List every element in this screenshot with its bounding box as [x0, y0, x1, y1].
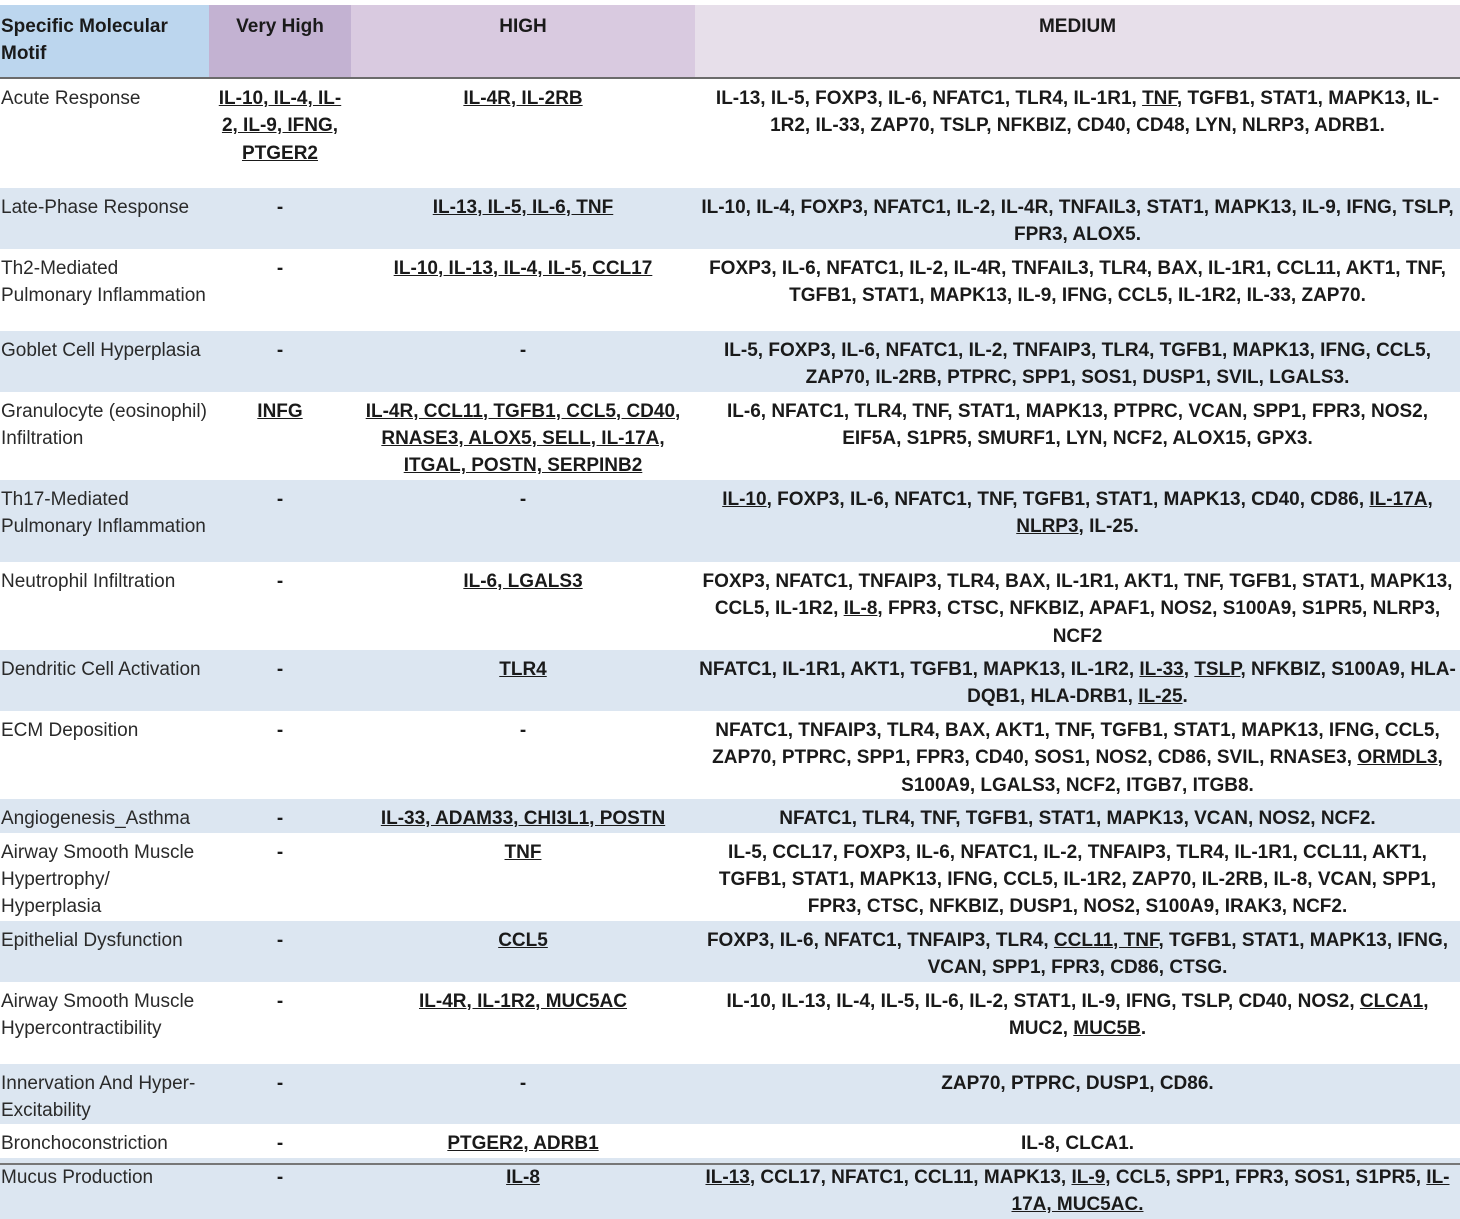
cell-motif: Late-Phase Response [0, 188, 209, 249]
table-row [0, 78, 1460, 188]
cell-high: PTGER2, ADRB1 [447, 1133, 599, 1155]
table-row [0, 833, 1460, 921]
cell-high: - [519, 719, 527, 741]
bottom-rule [0, 1163, 1460, 1165]
cell-motif: Granulocyte (eosinophil) Infiltration [1, 400, 207, 450]
cell-motif: Acute Response [1, 88, 141, 109]
cell-high: - [351, 331, 695, 392]
cell-high: IL-4R, CCL11, TGFB1, CCL5, CD40, RNASE3, ALOX5, SELL, IL-17A, ITGAL, POSTN, SERPINB2 [365, 400, 681, 477]
cell-very-high: - [209, 1064, 351, 1125]
cell-very-high: INFG [257, 400, 303, 422]
header-high: HIGH [351, 5, 695, 78]
cell-very-high: - [276, 257, 284, 279]
cell-medium: IL-10, FOXP3, IL-6, NFATC1, TNF, TGFB1, STAT1, MAPK13, CD40, CD86, IL-17A, NLRP3, IL-25. [695, 480, 1460, 562]
cell-very-high: - [209, 921, 351, 982]
cell-very-high: - [276, 719, 284, 741]
cell-high: IL-4R, IL-1R2, MUC5AC [419, 990, 627, 1012]
cell-medium: IL-5, CCL17, FOXP3, IL-6, NFATC1, IL-2, TNFAIP3, TLR4, IL-1R1, CCL11, AKT1, TGFB1, STAT1, MAPK13, IFNG, CCL5, IL-1R2, ZAP70, IL-2RB, IL-8, VCAN, SPP1, FPR3, CTSC, NFKBIZ, DUSP1, NOS2, S100A9, IRAK3, NCF2. [718, 841, 1437, 918]
table-row [0, 1064, 1460, 1125]
cell-high: CCL5 [351, 921, 695, 982]
cell-high: TNF [504, 841, 542, 863]
table-row [0, 249, 1460, 331]
cell-medium: ZAP70, PTPRC, DUSP1, CD86. [695, 1064, 1460, 1125]
cell-motif: Bronchoconstriction [1, 1133, 168, 1155]
table-row [0, 799, 1460, 832]
cell-motif: Airway Smooth Muscle Hypertrophy/ Hyperplasia [1, 841, 195, 918]
cell-motif: Dendritic Cell Activation [0, 650, 209, 711]
table-row [0, 711, 1460, 799]
cell-medium: FOXP3, NFATC1, TNFAIP3, TLR4, BAX, IL-1R1, AKT1, TNF, TGFB1, STAT1, MAPK13, CCL5, IL-1R2, IL-8, FPR3, CTSC, NFKBIZ, APAF1, NOS2, S100A9, S1PR5, NLRP3, NCF2 [702, 570, 1453, 647]
table-row [0, 1124, 1460, 1157]
table-row [0, 982, 1460, 1064]
cell-motif: Goblet Cell Hyperplasia [0, 331, 209, 392]
cell-very-high: - [209, 650, 351, 711]
cell-very-high: - [209, 799, 351, 832]
cell-very-high: - [276, 570, 284, 592]
cell-medium: IL-10, IL-4, FOXP3, NFATC1, IL-2, IL-4R, TNFAIL3, STAT1, MAPK13, IL-9, IFNG, TSLP, FPR3, ALOX5. [695, 188, 1460, 249]
cell-medium: NFATC1, IL-1R1, AKT1, TGFB1, MAPK13, IL-1R2, IL-33, TSLP, NFKBIZ, S100A9, HLA-DQB1, HLA-DRB1, IL-25. [695, 650, 1460, 711]
table-row [0, 921, 1460, 982]
cell-medium: IL-8, CLCA1. [1021, 1133, 1134, 1155]
header-motif: Specific Molecular Motif [0, 5, 209, 78]
table-row [0, 188, 1460, 249]
cell-motif: Epithelial Dysfunction [0, 921, 209, 982]
cell-motif: Angiogenesis_Asthma [0, 799, 209, 832]
cell-medium: FOXP3, IL-6, NFATC1, TNFAIP3, TLR4, CCL11, TNF, TGFB1, STAT1, MAPK13, IFNG, VCAN, SPP1, FPR3, CD86, CTSG. [695, 921, 1460, 982]
cell-high: - [351, 480, 695, 562]
table-row [0, 480, 1460, 562]
cell-high: TLR4 [351, 650, 695, 711]
top-rule [0, 0, 1460, 4]
cell-high: IL-10, IL-13, IL-4, IL-5, CCL17 [393, 257, 653, 279]
cell-motif: Th2-Mediated Pulmonary Inflammation [1, 257, 206, 307]
cell-medium: NFATC1, TNFAIP3, TLR4, BAX, AKT1, TNF, TGFB1, STAT1, MAPK13, IFNG, CCL5, ZAP70, PTPRC, SPP1, FPR3, CD40, SOS1, NOS2, CD86, SVIL, RNASE3, ORMDL3, S100A9, LGALS3, NCF2, ITGB7, ITGB8. [712, 719, 1443, 796]
cell-motif: Th17-Mediated Pulmonary Inflammation [0, 480, 209, 562]
cell-motif: Innervation And Hyper-Excitability [0, 1064, 209, 1125]
cell-very-high: - [276, 990, 284, 1012]
cell-high: IL-8 [351, 1158, 695, 1219]
cell-very-high: - [209, 480, 351, 562]
table-body [0, 78, 1460, 1219]
cell-very-high: - [209, 1158, 351, 1219]
cell-very-high: - [209, 188, 351, 249]
cell-motif: Neutrophil Infiltration [1, 570, 176, 592]
table-row [0, 562, 1460, 650]
cell-motif: Airway Smooth Muscle Hypercontractibility [1, 990, 195, 1039]
motif-gene-table [0, 5, 1460, 1219]
cell-very-high: - [276, 841, 284, 863]
cell-medium: IL-13, IL-5, FOXP3, IL-6, NFATC1, TLR4, IL-1R1, TNF, TGFB1, STAT1, MAPK13, IL-1R2, IL-33, ZAP70, TSLP, NFKBIZ, CD40, CD48, LYN, NLRP3, ADRB1. [715, 88, 1440, 137]
cell-medium: IL-10, IL-13, IL-4, IL-5, IL-6, IL-2, STAT1, IL-9, IFNG, TSLP, CD40, NOS2, CLCA1, MUC2, MUC5B. [726, 990, 1429, 1039]
table-row [0, 392, 1460, 480]
table-row [0, 331, 1460, 392]
cell-very-high: IL-10, IL-4, IL-2, IL-9, IFNG, PTGER2 [218, 88, 342, 164]
cell-motif: ECM Deposition [1, 719, 139, 741]
cell-very-high: - [209, 331, 351, 392]
header-medium: MEDIUM [695, 5, 1460, 78]
cell-motif: Mucus Production [0, 1158, 209, 1219]
table-row [0, 650, 1460, 711]
table-header [0, 5, 1460, 78]
cell-medium: NFATC1, TLR4, TNF, TGFB1, STAT1, MAPK13, VCAN, NOS2, NCF2. [695, 799, 1460, 832]
cell-high: IL-13, IL-5, IL-6, TNF [351, 188, 695, 249]
cell-high: IL-33, ADAM33, CHI3L1, POSTN [351, 799, 695, 832]
cell-medium: IL-6, NFATC1, TLR4, TNF, STAT1, MAPK13, PTPRC, VCAN, SPP1, FPR3, NOS2, EIF5A, S1PR5, SMURF1, LYN, NCF2, ALOX15, GPX3. [727, 400, 1428, 450]
cell-medium: FOXP3, IL-6, NFATC1, IL-2, IL-4R, TNFAIL3, TLR4, BAX, IL-1R1, CCL11, AKT1, TNF, TGFB1, STAT1, MAPK13, IL-9, IFNG, CCL5, IL-1R2, IL-33, ZAP70. [709, 257, 1446, 307]
header-very-high: Very High [209, 5, 351, 78]
cell-very-high: - [276, 1133, 284, 1155]
cell-medium: IL-5, FOXP3, IL-6, NFATC1, IL-2, TNFAIP3, TLR4, TGFB1, MAPK13, IFNG, CCL5, ZAP70, IL-2RB, PTPRC, SPP1, SOS1, DUSP1, SVIL, LGALS3. [695, 331, 1460, 392]
cell-high: IL-6, LGALS3 [463, 570, 583, 592]
cell-high: - [351, 1064, 695, 1125]
cell-medium: IL-13, CCL17, NFATC1, CCL11, MAPK13, IL-9, CCL5, SPP1, FPR3, SOS1, S1PR5, IL-17A, MUC5AC. [695, 1158, 1460, 1219]
cell-high: IL-4R, IL-2RB [463, 88, 583, 109]
